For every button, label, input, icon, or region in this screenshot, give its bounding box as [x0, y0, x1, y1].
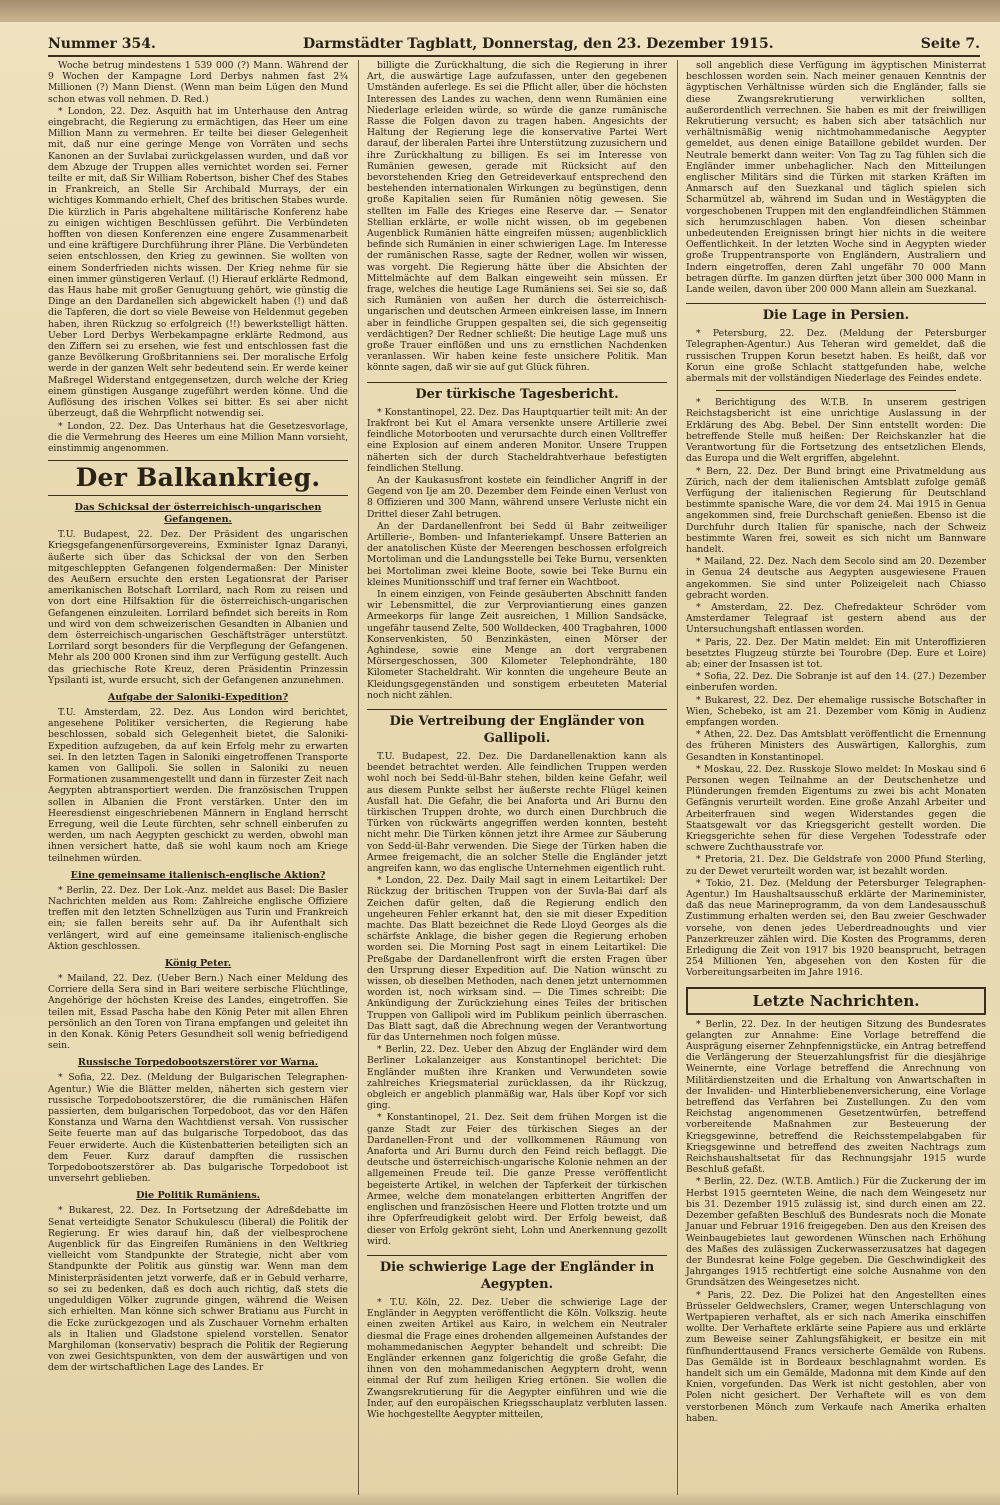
column-1 [48, 60, 348, 1495]
article-paragraph: * Konstantinopel, 21. Dez. Seit dem frühen Morgen ist die ganze Stadt zur Feier des türkischen Sieges an der Dardanellen-Front und der vollkommenen Räumung von Anaforta und Ari Burnu durch den Feind reich beflaggt. Die deutsche und österreichisch-ungarische Kolonie nehmen an der allgemeinen Freude teil. Die ganze Presse veröffentlicht begeisterte Artikel, in welchen der Tapferkeit der türkischen Armee, welche dem monatelangen erbitterten Angriffen der englischen und französischen Heere und Flotten trotzte und um ihre Opferfreudigkeit gelobt wird. Der Erfolg beweist, daß dieser von Erfolg gekrönt sieht, Lohn und Anerkennung gezollt wird. [367, 1112, 667, 1247]
subheading: Das Schicksal der österreichisch-ungarischen Gefangenen. [74, 502, 322, 526]
section-heading-persia: Die Lage in Persien. [686, 303, 986, 324]
masthead: Darmstädter Tagblatt, Donnerstag, den 23. Dezember 1915. [303, 36, 774, 52]
subheading: Russische Torpedobootszerstörer vor Warna. [77, 1057, 319, 1069]
article-paragraph: * Berlin, 22. Dez. Der Lok.-Anz. meldet aus Basel: Die Basler Nachrichten melden aus Rom: Zahlreiche englische Offiziere treffen mit den letzten Schnellzügen aus Turin und Frankreich ein; sie fallen bereits sehr auf. Da ihr Aufenthalt sich verlängert, wird auf eine gemeinsame italienisch-englische Aktion geschlossen. [48, 884, 348, 952]
article-paragraph: T.U. Amsterdam, 22. Dez. Aus London wird berichtet, angesehene Politiker versicherten, die Regierung habe beschlossen, sobald sich Gelegenheit bietet, die Saloniki-Expedition aufzugeben, da auf kein Erfolg mehr zu erwarten sei. In den letzten Tagen in Saloniki eingetroffenen Transporte kamen von Gallipoli. Sie sollen in Saloniki zu neuen Formationen zusammengestellt und dann in fürzester Zeit nach Aegypten abtransportiert werden. Die französischen Truppen sollen in Albanien die Front verstärken. Unter den im Heeresdienst eingeschriebenen Männern in England herrscht Erregung, weil die Leute fürchten, sehr schnell einberufen zu werden, um nach Aegypten geschickt zu werden, obwohl man ihnen versichert hatte, daß sie wohl kaum noch am Kriege teilnehmen würden. [48, 706, 348, 864]
article-paragraph: * Mailand, 22. Dez. (Ueber Bern.) Nach einer Meldung des Corriere della Sera sind in Bari weitere serbische Flüchtlinge, Angehörige der höchsten Kreise des Landes, eingetroffen. Sie teilen mit, Essad Pascha habe den König Peter mit allen Ehren persönlich an den Toren von Tirana empfangen und geleitet ihn in den Konak. König Peters Gesundheit soll wenig befriedigend sein. [48, 973, 348, 1052]
article-paragraph: * T.U. Köln, 22. Dez. Ueber die schwierige Lage der Engländer in Aegypten veröffentlicht die Köln. Volkszig. heute einen zweiten Artikel aus Kairo, in welchem ein Neutraler diesmal die Frage eines drohenden allgemeinen Aufstandes der mohammedanischen Aegypter behandelt und schreibt: Die Engländer erkennen ganz folgerichtig die große Gefahr, die ihnen von den mohammedanischen Aegyptern droht, wenn einmal der Ruf zum heiligen Krieg ertönen. Sie wollen die Zwangsrekrutierung für die Aegypter einführen und wie die Inder, auf den europäischen Kriegsschauplatz verbluten lassen. Wie hochgestellte Aegypter mitteilen, [367, 1296, 667, 1420]
article-paragraph: * Amsterdam, 22. Dez. Chefredakteur Schröder vom Amsterdamer Telegraaf ist gestern abend aus der Untersuchungshaft entlassen worden. [686, 601, 986, 636]
article-paragraph: * Moskau, 22. Dez. Russkoje Slowo meldet: In Moskau sind 6 Personen wegen Teilnahme an der Deutschenhetze und Plünderungen fremden Eigentums zu zwei bis acht Monaten Gefängnis verurteilt worden. Eine große Anzahl Arbeiter und Arbeiterfrauen sind wegen Widerstandes gegen die Staatsgewalt vor das Kriegsgericht gestellt worden. Die Kriegsgerichte sehen für diese Vergehen Todesstrafe oder schwere Zuchthausstrafe vor. [686, 763, 986, 854]
article-paragraph: * Bern, 22. Dez. Der Bund bringt eine Privatmeldung aus Zürich, nach der dem italienischen Amtsblatt zufolge gemäß Verfügung der italienischen Regierung für Deutschland bestimmte spanische Ware, die vor dem 24. Mai 1915 in Genua angekommen sind, freie Durchschaft genießen. Ebenso ist die Durchfuhr durch Italien für spanische, nach der Schweiz bestimmte Waren frei, soweit es sich nicht um Bannware handelt. [686, 465, 986, 555]
article-paragraph: soll angeblich diese Verfügung im ägyptischen Ministerrat beschlossen worden sein. Nach meiner genauen Kenntnis der ägyptischen Verhältnisse würden sich die Engländer, falls sie diese Zwangsrekrutierung verwirklichen sollten, außerordentlich verrechnen. Sie haben es mit der freiwilligen Rekrutierung versucht; es haben sich aber tatsächlich nur verhältnismäßig wenig nichtmohammedanische Aegypter gemeldet, aus denen einige Bataillone gebildet wurden. Der Neutrale bemerkt dann weiter: Von Tag zu Tag fühlen sich die Engländer immer unbehaglicher. Nach den Mitteilungen englischer Militärs sind die Türken mit starken Kräften im Anmarsch auf den Suezkanal und täglich spielen sich Scharmützel ab, während im Sudan und in Westägypten die vorgeschobenen Truppen mit den englandfeindlichen Stämmen sich herumzuschlagen haben. Von diesen scheinbar unbedeutenden Ereignissen bringt hier nichts in die weitere Oeffentlichkeit. In der letzten Woche sind in Aegypten wieder große Truppentransporte von Engländern, Australiern und Indern eingetroffen, deren Zahl ungefähr 70 000 Mann betragen dürfte. Im ganzen dürften jetzt über 300 000 Mann in Lande weilen, davon über 200 000 Mann allein am Suezkanal. [686, 60, 986, 296]
subheading: Die Politik Rumäniens. [136, 1190, 260, 1202]
article-paragraph: * London, 22. Dez. Das Unterhaus hat die Gesetzesvorlage, die die Vermehrung des Heeres um eine Million Mann vorsieht, einstimmig angenommen. [48, 420, 348, 454]
column-2 [358, 60, 667, 1495]
subheading: König Peter. [164, 958, 232, 970]
article-paragraph: * Berlin, 22. Dez. In der heutigen Sitzung des Bundesrates gelangten zur Annahme: Eine Vorlage betreffend die Ausprägung eiserner Zehnpfennigstücke, ein Antrag betreffend die Verlängerung der Steuerzahlungsfrist für die diesjährige Weinernte, eine Vorlage betreffend die Anrechnung von Militärdienstzeiten und die Erhaltung von Anwartschaften in der Invaliden- und Hinterbliebenenversicherung, eine Vorlage betreffend das Verfahren bei Zustellungen. Zu den vom Reichstag angenommenen Gesetzentwürfen, betreffend vorbereitende Maßnahmen zur Besteuerung der Kriegsgewinne, betreffend die Reichsstempelabgaben für Kriegsgewinne und betreffend des zweiten Nachtrags zum Reichshaushaltsetat für das Rechnungsjahr 1915 wurde Beschluß gefaßt. [686, 1018, 986, 1176]
section-heading-gallipoli: Die Vertreibung der Engländer von Gallipoli. [367, 709, 667, 747]
article-paragraph: * London, 22. Dez. Daily Mail sagt in einem Leitartikel: Der Rückzug der britischen Truppen von der Suvla-Bai darf als Zeichen dafür gelten, daß die Regierung endlich den ungeheuren Fehler erkannt hat, den sie mit dieser Expedition machte. Das Blatt bezeichnet die Rede Lloyd Georges als die schärfste Anklage, die bisher gegen die Regierung erhoben worden sei. Die Morning Post sagt in einem Leitartikel: Die Preßgabe der Dardanellenfront wirft die ersten Fragen über den Ursprung dieser Expedition auf. Die Nation wünscht zu wissen, ob dieselben Methoden, nach denen jetzt unternommen worden ist, noch wirksam sind. — Die Times schreibt: Die Ankündigung der Zurückziehung eines Teiles der britischen Truppen von Gallipoli wird im Publikum peinlich überraschen. Das Blatt sagt, daß die Abrechnung wegen der Verantwortung für das Unternehmen noch folgen müsse. [367, 875, 667, 1044]
article-paragraph: * Berlin, 22. Dez. (W.T.B. Amtlich.) Für die Zuckerung der im Herbst 1915 geernteten Weine, die nach dem Weingesetz nur bis 31. Dezember 1915 zulässig ist, sind durch einen am 22. Dezember gefaßten Beschluß des Bundesrats noch die Monate Januar und Februar 1916 freigegeben. Den aus den Kreisen des Weinbaugebietes laut gewordenen Wünschen nach Erhöhung des Maßes des zulässigen Zuckerwasserzusatzes hat dagegen der Bundesrat keine Folge gegeben. Die Geschwindigkeit des Jahrganges 1915 rechtfertigt eine solche Ausnahme von den Grundsätzen des Weingesetzes nicht. [686, 1176, 986, 1289]
article-paragraph: billigte die Zurückhaltung, die sich die Regierung in ihrer Art, die auswärtige Lage aufzufassen, unter den gegebenen Umständen auferlege. Es sei die Pflicht aller, über die höchsten Interessen des Landes zu wachen, denn wenn Rumänien eine Niederlage erleiden würde, so würde die ganze rumänische Rasse die Folgen davon zu tragen haben. Angesichts der Haltung der Regierung lege die konservative Partei Wert darauf, der liberalen Partei ihre Unterstützung zuzusichern und ihre Zurückhaltung zu billigen. Es sei im Interesse von Rumänien gewesen, gerade mit Rücksicht auf den bevorstehenden Krieg den Getreideverkauf entsprechend den bestehenden internationalen Wirkungen zu begünstigen, denn große Kapitalien seien für Rumänien nötig gewesen. Sie stellten im Falle des Krieges eine Reserve dar. — Senator Stellian erklärte, er wolle nicht wissen, ob im gegebenen Augenblick Rumänien hätte eingreifen müssen; augenblicklich befinde sich Rumänien in einer schwierigen Lage. Im Interesse der rumänischen Rasse, sagte der Redner, wollen wir wissen, was vorgeht. Die Regierung hätte über die Absichten der Mittelmächte auf dem Balkan eingeweiht sein müssen. Er frage, welches die heutige Lage Rumäniens sei. Sei sie so, daß sich Rumänien von außen her durch die österreichisch-ungarischen und deutschen Armeen einkreisen lasse, im Innern aber in feindliche Gruppen gespalten sei, die sich gegenseitig verdächtigen? Der Redner schließt: Die heutige Lage muß uns große Trauer einflößen und uns zu ernstlichen Nachdenken veranlassen. Wir haben keine feste unsichere Politik. Man könnte sagen, daß wir sie auf gut Glück führen. [367, 60, 667, 374]
subheading: Eine gemeinsame italienisch-englische Aktion? [70, 869, 326, 881]
article-paragraph: Woche betrug mindestens 1 539 000 (?) Mann. Während der 9 Wochen der Kampagne Lord Derbys nahmen fast 2¾ Millionen (?) Mann Dienst. (Wenn man beim Lügen den Mund schon etwas voll nehmen. D. Red.) [48, 60, 348, 105]
article-paragraph: * Pretoria, 21. Dez. Die Geldstrafe von 2000 Pfund Sterling, zu der Dewet verurteilt worden war, ist bezahlt worden. [686, 854, 986, 877]
section-heading-egypt: Die schwierige Lage der Engländer in Aegypten. [367, 1255, 667, 1293]
subheading: Aufgabe der Saloniki-Expedition? [107, 691, 289, 703]
page-bottom-edge [0, 1491, 1000, 1505]
article-paragraph: T.U. Budapest, 22. Dez. Der Präsident des ungarischen Kriegsgefangenenfürsorgevereins, Exminister Ignaz Daranyi, äußerte sich über das Schicksal der von den Serben mitgeschleppten Gefangenen folgendermaßen: Der Minister des Aeußern ersuchte den ersten Legationsrat der Pariser amerikanischen Botschaft Lorrilard, nach Rom zu reisen und von dort eine Hilfsaktion für die österreichisch-ungarischen Gefangenen einzuleiten. Lorrilard befindet sich bereits in Rom und wird von dem schweizerischen Gesandten in Albanien und dem österreichisch-ungarischen Geschäftsträger unterstützt. Lorrilard sorgt besonders für die Verpflegung der Gefangenen. Mehr als 200 000 Kronen sind ihm zur Verfügung gestellt. Auch das griechische Rote Kreuz, deren Präsidentin Prinzessin Ypsilanti ist, wurde ersucht, sich der Gefangenen anzunehmen. [48, 529, 348, 686]
article-paragraph: * Sofia, 22. Dez. Die Sobranje ist auf den 14. (27.) Dezember einberufen worden. [686, 671, 986, 694]
article-paragraph: * Mailand, 22. Dez. Nach dem Secolo sind am 20. Dezember in Genua 24 deutsche aus Aegypten ausgewiesene Frauen angekommen. Sie sind unter Polizeigeleit nach Chiasso gebracht worden. [686, 556, 986, 601]
section-heading-turkish-report: Der türkische Tagesbericht. [367, 382, 667, 403]
article-paragraph: * Bukarest, 22. Dez. In Fortsetzung der Adreßdebatte im Senat verteidigte Senator Schukulescu (liberal) die Politik der Regierung. Er wies darauf hin, daß der vielbesprochene Augenblick für das Eingreifen Rumäniens in den Weltkrieg vielleicht vom Standpunkte der Strategie, nicht aber vom Standpunkte der Politik aus günstig war. Wenn man dem Ministerpräsidenten jetzt vorwerfe, daß er in Gebuld verharre, so sei zu bedenken, daß es doch auch richtig, daß stets die ungeduldigen Völker zugrunde gingen, während die Weisen sich erhielten. Man könne sich schwer Bratianu aus Furcht in die Ecke zurückgezogen und als Zuschauer Vornehm erhalten als in Italien und Gladstone spielend vorstellen. Senator Marghiloman (konservativ) besprach die Politik der Regierung von zwei Gesichtspunkten, von dem der auswärtigen und von dem der wirtschaftlichen Lage des Landes. Er [48, 1205, 348, 1374]
article-paragraph: T.U. Budapest, 22. Dez. Die Dardanellenaktion kann als beendet betrachtet werden. Alle feindlichen Truppen werden wohl noch bei Sedd-ül-Bahr stehen, bilden keine Gefahr, weil aus diesem Punkte selbst her äußerste rechte Flügel keinen Ausfall hat. Die Gefahr, die bei Anaforta und Ari Burnu den türkischen Truppen drohte, wo durch einen Durchbruch die Türken von rückwärts angegriffen werden konnten, besteht nicht mehr. Die Türken können jetzt ihre Armee zur Säuberung von Sedd-ül-Bahr verwenden. Die Siege der Türken haben die Armee freigemacht, die an solcher Stelle die Engländer jetzt angreifen kann, wo das englische Unternehmen eigentlich ruht. [367, 750, 667, 874]
section-heading-balkan: Der Balkankrieg. [48, 460, 348, 496]
article-paragraph: * London, 22. Dez. Asquith hat im Unterhause den Antrag eingebracht, die Regierung zu ermächtigen, das Heer um eine Million Mann zu vermehren. Er teilte bei dieser Gelegenheit mit, daß nur eine geringe Menge von Vorräten und sechs Kanonen an der Suvlabai zurückgelassen wurden, und daß vor dem Abzuge der Truppen alles vernichtet worden sei. Ferner teilte er mit, daß Sir William Robertson, bisher Chef des Stabes in Frankreich, an Stelle Sir Archibald Murrays, der ein wichtiges Kommando erhielt, Chef des britischen Stabes wurde. Die kürzlich in Paris abgehaltene militärische Konferenz habe zu einigen wichtigen Beschlüssen geführt. Die Verbündeten hofften von diesen Konferenzen eine engere Zusammenarbeit und eine kräftigere Durchführung ihrer Pläne. Die Verbündeten seien entschlossen, den Krieg zu gewinnen. Sie wollten von einem Sonderfrieden nichts wissen. Der Krieg nehme für sie einen immer günstigeren Verlauf. (!) Hierauf erklärte Redmond, das Haus habe mit großer Genugtuung gehört, wie günstig die Dinge an den Dardanellen sich abgewickelt haben (!) und daß die Tapferen, die dort so viele Beweise von Heldenmut gegeben haben, ihren Rückzug so erfolgreich (!!) bewerkstelligt hätten. Ueber Lord Derbys Werbekampagne erklärte Redmond, aus den Ziffern sei zu ersehen, wie fest und entschlossen fast die ganze Bevölkerung Großbritanniens sei. Der moralische Erfolg werde in der ganzen Welt sehr bedeutend sein. Er werde keiner Maßregel Widerstand entgegensetzen, durch welche der Krieg einem günstigen Ausgange zugeführt werden könne. Und die Auflösung des irischen Volkes sei bitter. Es sei aber nicht überzeugt, daß die Wehrpflicht notwendig sei. [48, 105, 348, 420]
article-paragraph: An der Kaukasusfront kostete ein feindlicher Angriff in der Gegend von Ije am 20. Dezember dem Feinde einen Verlust von 8 Offizieren und 300 Mann, während unsere Verluste nicht ein Drittel dieser Zahl betrugen. [367, 474, 667, 520]
article-paragraph: * Petersburg, 22. Dez. (Meldung der Petersburger Telegraphen-Agentur.) Aus Teheran wird gemeldet, daß die russischen Truppen Korun besetzt haben. Es heißt, daß vor Korun eine große Schlacht stattgefunden habe, welche abermals mit der vollständigen Niederlage des Feindes endete. [686, 328, 986, 385]
page-number: Seite 7. [920, 36, 980, 52]
divider [716, 390, 956, 391]
article-paragraph: * Paris, 22. Dez. Die Polizei hat den Angestellten eines Brüsseler Geldwechslers, Cramer, wegen Unterschlagung von Wertpapieren verhaftet, als er sich nach Amerika einschiffen wollte. Der Verhaftete erklärte seine Papiere aus und erklärte zum Beweise seiner Zahlungsfähigkeit, er besitze ein mit fünfhunderttausend Francs versicherte Gemälde von Rubens. Das Gemälde ist in Bordeaux beschlagnahmt worden. Es handelt sich um ein Gemälde, Madonna mit dem Kinde auf den Knien, vorgefunden. Das Werk ist nicht gestohlen, aber von Polen nicht gesichert. Der Verhaftete will es von dem verstorbenen Mönch zum Verkaufe nach Amerika erhalten haben. [686, 1289, 986, 1424]
columns [48, 60, 988, 1495]
section-heading-latest-news: Letzte Nachrichten. [686, 987, 986, 1015]
article-paragraph: * Berichtigung des W.T.B. In unserem gestrigen Reichstagsbericht ist eine unrichtige Auslassung in der Erklärung des Abg. Bebel. Der Sinn entstellt worden: Die betreffende Stelle muß heißen: Der Reichskanzler hat die Verantwortung für die Fortsetzung des entsetzlichen Elends, das Europa und die Welt ergriffen, abgelehnt. [686, 397, 986, 465]
article-paragraph: An der Dardanellenfront bei Sedd ül Bahr zeitweiliger Artillerie-, Bomben- und Infanteriekampf. Unsere Batterien an der anatolischen Küste der Meerengen beschossen erfolgreich Mortoliman und die Landungsstelle bei Teke Burnu, versenkten bei Mortoliman zwei kleine Boote, sowie bei Teke Burnu ein kleines Munitionsschiff und traf ferner ein Wachtboot. [367, 520, 667, 588]
page-header [48, 26, 980, 57]
article-paragraph: * Athen, 22. Dez. Das Amtsblatt veröffentlicht die Ernennung des früheren Ministers des Auswärtigen, Kallorghis, zum Gesandten in Konstantinopel. [686, 729, 986, 763]
article-paragraph: * Berlin, 22. Dez. Ueber den Abzug der Engländer wird dem Berliner Lokalanzeiger aus Konstantinopel berichtet: Die Engländer mußten ihre Kranken und Verwundeten sowie zahlreiches Kriegsmaterial zurücklassen, da ihr Rückzug, obgleich er angeblich planmäßig war, Hals über Kopf vor sich ging. [367, 1044, 667, 1112]
article-paragraph: * Bukarest, 22. Dez. Der ehemalige russische Botschafter in Wien, Schebeko, ist am 21. Dezember vom König in Audienz empfangen worden. [686, 694, 986, 728]
article-paragraph: * Paris, 22. Dez. Der Matin meldet: Ein mit Unteroffizieren besetztes Flugzeug stürzte bei Tourobre (Dep. Eure et Loire) ab; einer der Insassen ist tot. [686, 636, 986, 670]
issue-number: Nummer 354. [48, 36, 156, 52]
article-paragraph: In einem einzigen, von Feinde gesäuberten Abschnitt fanden wir Lebensmittel, die zur Verproviantierung eines ganzen Armeekorps für lange Zeit ausreichen, 1 Million Sandsäcke, ungefähr tausend Zelte, 500 Wolldecken, 400 Tragbahren, 1000 Konservenkisten, 50 Benzinkästen, einen Mörser der Aghindese, sowie eine Menge an dort vergrabenen Mörsergeschossen, 300 Kilometer Telephondrähte, 180 Kilometer Stacheldraht. Wir konnten die ungeheure Beute an Kleidungsgegenständen und sonstigem erbeuteten Material noch nicht zählen. [367, 588, 667, 701]
article-paragraph: * Tokio, 21. Dez. (Meldung der Petersburger Telegraphen-Agentur.) Im Haushaltsausschuß erklärte der Marineminister, daß das neue Marineprogramm, da von dem Landesausschuß Zustimmung erhalten werden sei, den Bau zweier Geschwader vorsehe, von denen jedes Ueberdreadnoughts und vier Panzerkreuzer zählen wird. Die Kosten des Programms, deren Erledigung die Zeit von 1917 bis 1920 beansprucht, betragen 254 Millionen Yen, abgesehen von den Kosten für die Vorbereitungsarbeiten im Jahre 1916. [686, 877, 986, 979]
article-paragraph: * Sofia, 22. Dez. (Meldung der Bulgarischen Telegraphen-Agentur.) Wie die Blätter melden, näherten sich gestern vier russische Torpedobootszerstörer, die die rumänischen Häfen passierten, dem bulgarischen Torpedoboot, das vor den Häfen Konstanza und Warna den Wachtdienst versah. Von russischer Seite feuerte man auf das bulgarische Torpedoboot, das das Feuer erwiderte. Auch die Küstenbatterien beteiligten sich an dem Feuer. Kurz darauf dampften die russischen Torpedobootszerstörer ab. Das bulgarische Torpedoboot ist unversehrt geblieben. [48, 1072, 348, 1185]
article-paragraph: * Konstantinopel, 22. Dez. Das Hauptquartier teilt mit: An der Irakfront bei Kut el Amara versenkte unsere Artillerie zwei feindliche Motorbooten und verursachte durch einen Volltreffer eine Explosion auf einem anderen Monitor. Unsere Truppen näherten sich der durch Stacheldrahtverhaue befestigten feindlichen Stellung. [367, 406, 667, 474]
page-edge [0, 0, 1000, 22]
column-3 [677, 60, 986, 1495]
